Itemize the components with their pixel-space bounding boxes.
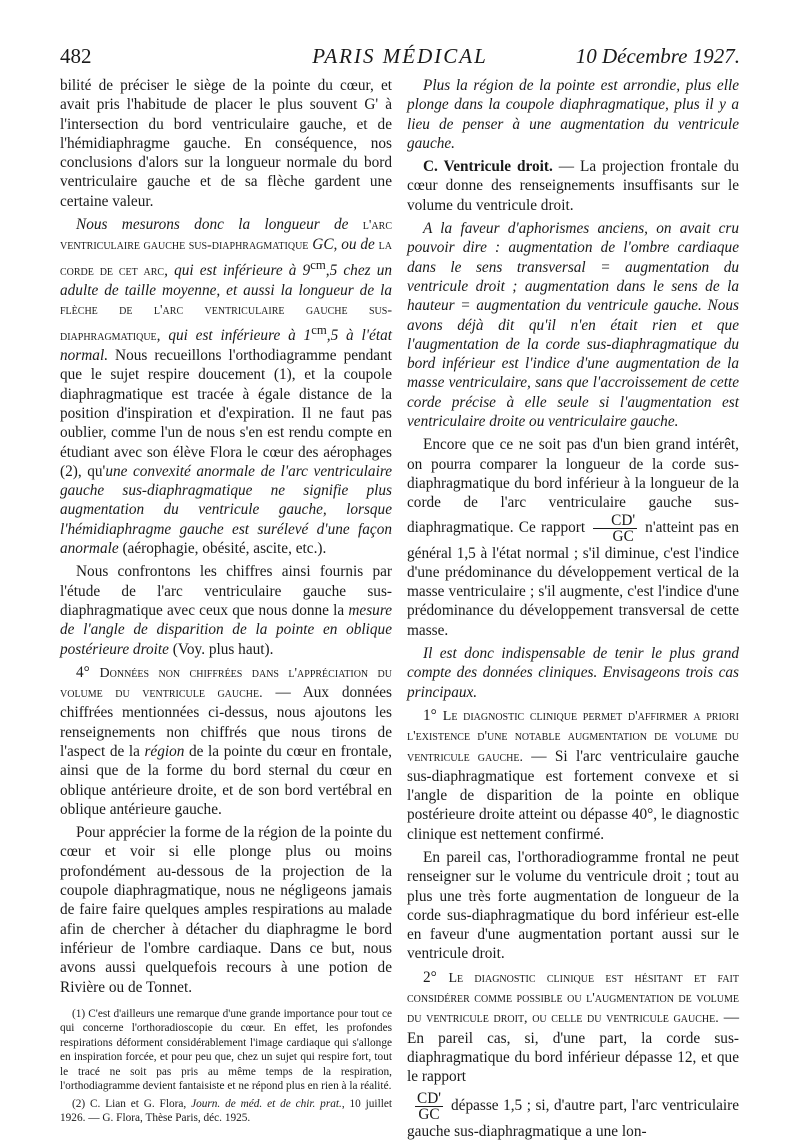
text-run: flèche de l'arc ventriculaire gauche sus-diaphragmatique — [60, 303, 392, 344]
text-run: — Si l'arc ventriculaire gauche sus-diaphragmatique est fortement convexe et si l'angle de disparition de la pointe en oblique postérieure droite atteint ou dépasse 40°, le diagnostic clinique est nettement confirmé. — [407, 747, 739, 843]
fraction-numerator: CD' — [417, 1089, 442, 1107]
journal-title: PARIS MÉDICAL — [312, 44, 488, 68]
text-run: , 10 juillet 1926. — G. Flora, Thèse Paris, déc. 1925. — [60, 1097, 392, 1125]
footnotes — [60, 1007, 392, 1126]
text-run: une convexité anormale de l'arc ventriculaire gauche sus-diaphragmatique ne signifie plus augmentation du ventricule gauche, lorsque l'hémidiaphragme gauche est surélevé d'une façon anormale — [60, 462, 392, 558]
paragraph — [60, 663, 392, 819]
text-run: la corde de cet arc — [60, 238, 393, 279]
text-run: dépasse 1,5 ; si, d'autre part, l'arc ventriculaire gauche sus-diaphragmatique a une lon- — [407, 1096, 739, 1140]
footnote — [60, 1097, 392, 1126]
text-run: (aérophagie, obésité, ascite, etc.). — [118, 540, 327, 558]
text-run: 4° — [76, 663, 100, 681]
right-column — [407, 76, 739, 1145]
text-run: l'arc ventriculaire gauche sus-diaphragmatique — [60, 218, 392, 254]
text-run: — La projection frontale du cœur donne des renseignements insuffisants sur le volume du ventricule droit. — [407, 158, 739, 214]
fraction-numerator: CD' — [593, 513, 637, 529]
text-run: GC, ou de — [308, 236, 379, 254]
fraction-denominator: GC — [418, 1105, 440, 1123]
section-heading: Le diagnostic clinique est hésitant et fait considérer comme possible ou l'augmentation de volume du ventricule droit, ou celle du ventricule gauche. — [407, 970, 739, 1027]
paragraph — [60, 562, 392, 658]
text-run: (Voy. plus haut). — [168, 640, 274, 658]
text-run: 1° — [423, 706, 443, 724]
text-run: région — [144, 742, 185, 760]
text-run: Encore que ce ne soit pas d'un bien grand intérêt, on pourra comparer la longueur de la corde sus-diaphragmatique du bord inférieur à la longueur de la corde de l'arc ventriculaire gauche sus-diaphragmatique. Ce rapport — [407, 436, 739, 536]
paragraph: A la faveur d'aphorismes anciens, on avait cru pouvoir dire : augmentation de l'ombre cardiaque dans le sens transversal = augmentation du ventricule droit ; augmentation dans le sens de la hauteur = augmentation du ventricule gauche. Nous avons déjà dit qu'il n'en était rien et que l'augmentation de la corde sus-diaphragmatique du bord inférieur est l'indice d'une augmentation de la masse ventriculaire, sans que l'accroissement de cette corde précise à elle seule si l'augmentation est ventriculaire droite ou ventriculaire gauche. — [407, 220, 739, 431]
footnote: (1) C'est d'ailleurs une remarque d'une grande importance pour tout ce qui concerne l'orthoradioscopie du cœur. En effet, les profondes respirations déforment considérablement l'image cardiaque qui s'allonge en inspiration forcée, et pour peu que, chez un sujet qui respire fort, tout le tracé ne soit pas pris au même temps de la respiration, l'orthodiagramme devient fantaisiste et ne répond plus en rien à la réalité. — [60, 1007, 392, 1093]
section-heading: Données non chiffrées dans l'appréciation du volume du ventricule gauche. — [60, 665, 393, 702]
superscript: cm — [310, 257, 326, 272]
text-run: Nous confrontons les chiffres ainsi fournis par l'étude de l'arc ventriculaire gauche sus-diaphragmatique avec ceux que nous donne la — [60, 563, 392, 619]
paragraph — [407, 968, 739, 1087]
page-number: 482 — [60, 44, 92, 68]
left-column — [60, 76, 392, 1129]
text-run: , qui est inférieure à 9 — [164, 261, 311, 279]
paragraph — [407, 157, 739, 215]
text-run: n'atteint pas en général 1,5 à l'état normal ; s'il diminue, c'est l'indice d'une prédominance du développement vertical de la masse ventriculaire ; s'il augmente, c'est l'indice d'une prédominance du développement transversal de cette masse. — [407, 518, 739, 639]
text-run: — En pareil cas, si, d'une part, la corde sus-diaphragmatique du bord inférieur dépasse 12, et que le rapport — [407, 1009, 740, 1086]
section-heading: C. Ventricule droit. — [423, 158, 553, 176]
paragraph: Pour apprécier la forme de la région de la pointe du cœur et voir si elle plonge plus ou moins profondément au-dessous de la projection de la coupole diaphragmatique, nous ne négligeons jamais de faire faire quelques amples respirations au malade afin de chercher à détacher du diaphragme le bord inférieur de l'ombre cardiaque. Dans ce but, nous avons aussi quelquefois recours à une potion de Rivière ou de Tonnet. — [60, 824, 392, 996]
text-run: Nous mesurons donc la longueur de — [76, 216, 363, 234]
text-run: — Aux données chiffrées mentionnées ci-dessus, nous ajoutons les renseignements non chiffrés que nous tirons de l'aspect de la — [60, 684, 392, 760]
issue-date: 10 Décembre 1927. — [575, 44, 740, 68]
paragraph — [407, 1091, 739, 1141]
superscript: cm — [311, 322, 327, 337]
section-heading: Le diagnostic clinique permet d'affirmer a priori l'existence d'une notable augmentation de volume du ventricule gauche. — [407, 708, 739, 765]
paragraph: En pareil cas, l'orthoradiogramme frontal ne peut renseigner sur le volume du ventricule droit ; tout au plus une très forte augmentation de longueur de la corde sus-diaphragmatique du bord inférieur est-elle en faveur d'une augmentation portant aussi sur le ventricule droit. — [407, 848, 739, 963]
paragraph — [407, 706, 739, 844]
ratio-fraction — [593, 513, 637, 544]
paragraph: bilité de préciser le siège de la pointe du cœur, et avait pris l'habitude de placer le plus souvent G' à l'intersection du bord ventriculaire gauche, et de l'hémidiaphragme gauche. En conséquence, nos conclusions d'alors sur la longueur normale du bord ventriculaire gauche et de sa flèche gardent une certaine valeur. — [60, 77, 392, 210]
text-run: de la pointe du cœur en frontale, ainsi que de la forme du bord sternal du cœur en oblique antérieure droite, et de son bord vertébral en oblique antérieure gauche. — [60, 742, 392, 818]
text-run: ,5 à l'état normal. — [60, 326, 392, 365]
fraction-denominator: GC — [612, 527, 634, 545]
text-run: Journ. de méd. et de chir. prat. — [191, 1097, 342, 1110]
text-run: (2) C. Lian et G. Flora, — [72, 1097, 192, 1110]
paragraph: Plus la région de la pointe est arrondie, plus elle plonge dans la coupole diaphragmatique, plus il y a lieu de penser à une augmentation du ventricule gauche. — [407, 77, 739, 152]
text-run: 2° — [423, 968, 449, 986]
paragraph — [60, 215, 392, 558]
paragraph: Il est donc indispensable de tenir le plus grand compte des données cliniques. Envisageons trois cas principaux. — [407, 645, 739, 701]
text-run: , qui est inférieure à 1 — [156, 326, 312, 344]
text-run: mesure de l'angle de disparition de la pointe en oblique postérieure droite — [60, 601, 392, 658]
text-run: Nous recueillons l'orthodiagramme pendant que le sujet respire doucement (1), et la coupole diaphragmatique est tracée à égale distance de la position d'inspiration et d'expiration. Il ne faut pas oublier, comme l'un de nous s'en est rendu compte en étudiant avec son élève Flora le cœur des aérophages (2), qu' — [60, 347, 392, 480]
page-header — [60, 40, 740, 72]
text-run: ,5 chez un adulte de taille moyenne, et aussi la longueur de la — [60, 261, 392, 300]
paragraph — [407, 435, 739, 640]
ratio-fraction — [415, 1091, 443, 1122]
